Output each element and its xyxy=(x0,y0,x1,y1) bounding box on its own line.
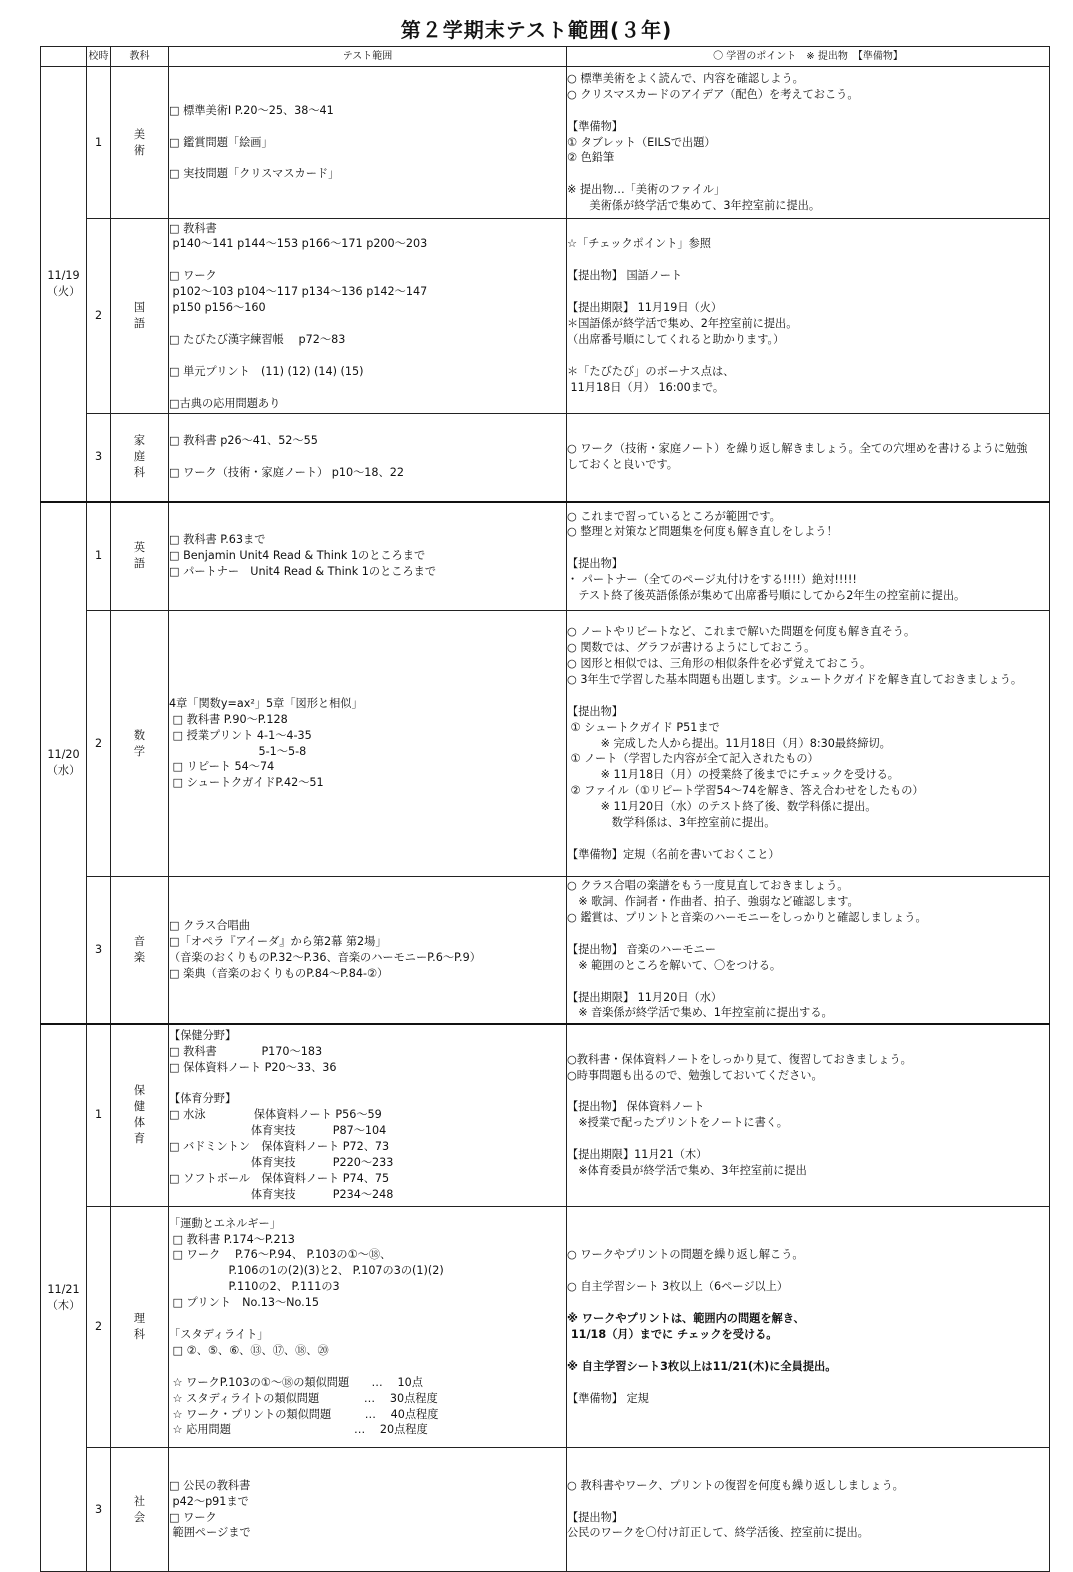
subject-char: 体 xyxy=(133,1116,146,1130)
weekday-text: （水） xyxy=(46,763,81,777)
point-line: 数学科係は、3年控室前に提出。 xyxy=(567,816,776,830)
range-line: p150 p156～160 xyxy=(169,301,266,315)
range-line: □ バドミントン 保体資料ノート P72、73 xyxy=(169,1140,390,1154)
points-cell xyxy=(567,67,1050,219)
point-line xyxy=(567,252,1049,268)
range-line: 体育実技 P234～248 xyxy=(169,1187,394,1201)
range-line xyxy=(169,1075,566,1091)
point-line: ○ ノートやリピートなど、これまで解いた問題を何度も解き直そう。 xyxy=(567,625,916,639)
range-line: □ ワーク（技術・家庭ノート） p10～18、22 xyxy=(169,466,404,480)
point-line: 【提出物】 保体資料ノート xyxy=(567,1100,705,1114)
range-line: □ 楽典（音楽のおくりものP.84～P.84-②） xyxy=(169,966,389,980)
range-cell xyxy=(169,611,567,877)
range-line xyxy=(169,150,566,166)
points-cell xyxy=(567,1448,1050,1572)
point-line: 【準備物】 xyxy=(567,119,623,133)
header-date xyxy=(41,47,87,67)
subject-char: 家 xyxy=(133,434,146,448)
header-period: 校時 xyxy=(87,47,111,67)
table-row xyxy=(41,1024,1050,1207)
range-line: □「オペラ『アイーダ』から第2幕 第2場」 xyxy=(169,934,387,948)
point-line: ○教科書・保体資料ノートをしっかり見て、復習しておきましょう。 xyxy=(567,1052,912,1066)
subject-char: 語 xyxy=(133,317,146,330)
subject-cell xyxy=(111,611,169,877)
point-line: ○ 自主学習シート 3枚以上（6ページ以上） xyxy=(567,1280,789,1294)
weekday-text: （火） xyxy=(46,284,81,298)
date-cell xyxy=(41,67,87,502)
page-title: 第２学期末テスト範囲(３年) xyxy=(400,18,673,42)
date-text: 11/21 xyxy=(47,1282,80,1296)
range-line: □ ソフトボール 保体資料ノート P74、75 xyxy=(169,1171,390,1185)
subject-char: 理 xyxy=(133,1312,146,1326)
range-line: ☆ 応用問題 … 20点程度 xyxy=(169,1423,428,1437)
range-line: P.110の2、 P.111の3 xyxy=(169,1280,340,1294)
header-subject: 教科 xyxy=(111,47,169,67)
subject-char: 楽 xyxy=(133,950,146,964)
point-line: 公民のワークを〇付け訂正して、終学活後、控室前に提出。 xyxy=(567,1526,869,1540)
point-line: 【提出物】 国語ノート xyxy=(567,269,683,283)
table-row xyxy=(41,1448,1050,1572)
range-line xyxy=(169,348,566,364)
point-line: 【提出物】 xyxy=(567,704,623,718)
range-line: □ 公民の教科書 xyxy=(169,1478,251,1492)
point-line: ※ ワークやプリントは、範囲内の問題を解き、 xyxy=(567,1312,805,1326)
point-line: しておくと良いです。 xyxy=(567,458,678,472)
subject-char: 育 xyxy=(133,1132,146,1146)
range-line: □ Benjamin Unit4 Read & Think 1のところまで xyxy=(169,549,426,563)
period-cell: 3 xyxy=(87,414,111,502)
range-line: □ 標準美術Ⅰ P.20～25、38～41 xyxy=(169,103,334,117)
point-line: ○ 整理と対策など問題集を何度も解き直しをしよう！ xyxy=(567,525,838,539)
point-line xyxy=(567,831,1049,847)
period-cell: 2 xyxy=(87,611,111,877)
subject-char: 美 xyxy=(133,127,146,141)
range-line: □ 教科書 xyxy=(169,221,217,235)
range-line: 体育実技 P220～233 xyxy=(169,1156,394,1170)
range-line: □ シュートクガイドP.42～51 xyxy=(169,776,324,790)
range-line: □ たびたび漢字練習帳 p72～83 xyxy=(169,332,346,346)
range-line: □ 教科書 P.63まで xyxy=(169,533,266,547)
point-line: ※ 歌詞、作詞者・作曲者、拍子、強弱など確認します。 xyxy=(567,895,859,909)
range-line: □ 教科書 p26～41、52～55 xyxy=(169,434,318,448)
point-line: 【準備物】 定規 xyxy=(567,1391,649,1405)
points-cell xyxy=(567,502,1050,611)
point-line: ① シュートクガイド P51まで xyxy=(567,720,720,734)
point-line: ○時事問題も出るので、勉強しておいてください。 xyxy=(567,1068,823,1082)
subject-char: 英 xyxy=(133,541,146,555)
range-line xyxy=(169,449,566,465)
point-line: ○ 鑑賞は、プリントと音楽のハーモニーをしっかりと確認しましょう。 xyxy=(567,910,927,924)
range-line: □ パートナー Unit4 Read & Think 1のところまで xyxy=(169,565,437,579)
point-line xyxy=(567,1263,1049,1279)
range-line: □ リピート 54～74 xyxy=(169,760,275,774)
point-line: ○ 教科書やワーク、プリントの復習を何度も繰り返ししましょう。 xyxy=(567,1478,904,1492)
point-line: ○ 標準美術をよく読んで、内容を確認しよう。 xyxy=(567,71,804,85)
range-line xyxy=(169,1311,566,1327)
point-line xyxy=(567,1083,1049,1099)
header-row xyxy=(41,47,1050,67)
point-line: ○ ワーク（技術・家庭ノート）を繰り返し解きましょう。全ての穴埋めを書けるように勉強 xyxy=(567,442,1028,456)
point-line: ○ 関数では、グラフが書けるようにしておこう。 xyxy=(567,641,816,655)
point-line xyxy=(567,1375,1049,1391)
range-line: □ 教科書 P.90～P.128 xyxy=(169,712,288,726)
range-line: ☆ スタディライトの類似問題 … 30点程度 xyxy=(169,1391,438,1405)
point-line xyxy=(567,1295,1049,1311)
point-line xyxy=(567,926,1049,942)
subject-cell xyxy=(111,219,169,414)
range-cell xyxy=(169,219,567,414)
point-line: ＊「たびたび」のボーナス点は、 xyxy=(567,364,735,378)
point-line: ○ クラス合唱の楽譜をもう一度見直しておきましょう。 xyxy=(567,879,849,893)
subject-cell xyxy=(111,67,169,219)
range-line: □ ワーク P.76～P.94、 P.103の①～⑱、 xyxy=(169,1248,392,1262)
period-cell: 2 xyxy=(87,1207,111,1448)
date-text: 11/20 xyxy=(47,747,80,761)
range-line xyxy=(169,252,566,268)
table-row xyxy=(41,877,1050,1024)
table-row xyxy=(41,1207,1050,1448)
point-line: （出席番号順にしてくれると助かります。） xyxy=(567,332,785,346)
range-line xyxy=(169,182,566,198)
range-cell xyxy=(169,1207,567,1448)
range-line: □ 水泳 保体資料ノート P56～59 xyxy=(169,1108,382,1122)
subject-char: 数 xyxy=(133,728,146,742)
range-cell xyxy=(169,877,567,1024)
header-range: テスト範囲 xyxy=(169,47,567,67)
point-line xyxy=(567,974,1049,990)
period-cell: 2 xyxy=(87,219,111,414)
point-line xyxy=(567,348,1049,364)
point-line: ※ 音楽係が終学活で集め、1年控室前に提出する。 xyxy=(567,1006,833,1020)
range-cell xyxy=(169,1448,567,1572)
period-cell: 3 xyxy=(87,1448,111,1572)
period-cell: 1 xyxy=(87,67,111,219)
date-cell xyxy=(41,1024,87,1572)
point-line xyxy=(567,1494,1049,1510)
table-row xyxy=(41,611,1050,877)
points-cell xyxy=(567,1207,1050,1448)
subject-char: 健 xyxy=(133,1100,146,1114)
range-line: □ ワーク xyxy=(169,1510,217,1524)
point-line: ・ パートナー（全てのページ丸付けをする!!!!）絶対!!!!! xyxy=(567,573,857,587)
subject-char: 音 xyxy=(133,934,146,948)
date-text: 11/19 xyxy=(47,268,80,282)
range-line: 【保健分野】 xyxy=(169,1028,237,1042)
range-line: □ 授業プリント 4-1～4-35 xyxy=(169,728,312,742)
subject-char: 語 xyxy=(133,557,146,571)
range-line: 範囲ページまで xyxy=(169,1526,251,1540)
subject-char: 術 xyxy=(133,143,146,157)
point-line: ※授業で配ったプリントをノートに書く。 xyxy=(567,1116,788,1130)
point-line: 【提出期限】 11月20日（水） xyxy=(567,990,723,1004)
table-row xyxy=(41,67,1050,219)
point-line xyxy=(567,540,1049,556)
point-line: 【提出期限】 11月19日（火） xyxy=(567,301,723,315)
point-line: ○ ワークやプリントの問題を繰り返し解こう。 xyxy=(567,1248,804,1262)
points-cell xyxy=(567,611,1050,877)
subject-char: 科 xyxy=(133,1328,146,1341)
point-line: ② ファイル（①リピート学習54～74を解き、答え合わせをしたもの） xyxy=(567,784,924,798)
header-points: 〇 学習のポイント ※ 提出物 【準備物】 xyxy=(567,47,1050,67)
subject-char: 科 xyxy=(133,466,146,480)
points-cell xyxy=(567,1024,1050,1207)
period-cell: 1 xyxy=(87,1024,111,1207)
subject-cell xyxy=(111,877,169,1024)
point-line: ※ 11月20日（水）のテスト終了後、数学科係に提出。 xyxy=(567,800,877,814)
range-line xyxy=(169,380,566,396)
test-range-table xyxy=(40,46,1050,1572)
point-line: ※ 提出物…「美術のファイル」 xyxy=(567,183,726,197)
point-line: 【提出物】 xyxy=(567,1510,623,1524)
point-line: 【提出物】 xyxy=(567,557,623,571)
range-line: □ 教科書 P170～183 xyxy=(169,1044,323,1058)
subject-char: 国 xyxy=(133,301,146,315)
points-cell xyxy=(567,414,1050,502)
range-line: □ ②、⑤、⑥、⑬、⑰、⑱、⑳ xyxy=(169,1343,329,1357)
range-line: □ 単元プリント (11) (12) (14) (15) xyxy=(169,364,364,378)
point-line xyxy=(567,1131,1049,1147)
point-line: 【準備物】定規（名前を書いておくこと） xyxy=(567,847,780,861)
range-cell xyxy=(169,1024,567,1207)
point-line: ② 色鉛筆 xyxy=(567,151,615,165)
point-line: ※ 範囲のところを解いて、〇をつける。 xyxy=(567,958,782,972)
range-line xyxy=(169,119,566,135)
point-line: ※ 11月18日（月）の授業終了後までにチェックを受ける。 xyxy=(567,768,899,782)
range-line: ☆ ワークP.103の①～⑱の類似問題 … 10点 xyxy=(169,1375,423,1389)
subject-char: 保 xyxy=(133,1084,146,1098)
range-cell xyxy=(169,502,567,611)
point-line xyxy=(567,284,1049,300)
point-line: ○ 図形と相似では、三角形の相似条件を必ず覚えておこう。 xyxy=(567,657,872,671)
range-line: □ 教科書 P.174～P.213 xyxy=(169,1232,295,1246)
range-line: 5-1～5-8 xyxy=(169,744,307,758)
range-line: ☆ ワーク・プリントの類似問題 … 40点程度 xyxy=(169,1407,439,1421)
point-line: 【提出期限】11月21（木） xyxy=(567,1148,708,1162)
point-line: ＊国語係が終学活で集め、2年控室前に提出。 xyxy=(567,317,798,330)
point-line: ※ 自主学習シート3枚以上は11/21(木)に全員提出。 xyxy=(567,1359,837,1373)
range-line xyxy=(169,87,566,103)
point-line: ○ これまで習っているところが範囲です。 xyxy=(567,509,781,523)
date-cell xyxy=(41,502,87,1024)
range-line: 体育実技 P87～104 xyxy=(169,1124,387,1138)
subject-cell xyxy=(111,1448,169,1572)
range-cell xyxy=(169,67,567,219)
range-line: p42～p91まで xyxy=(169,1494,249,1508)
period-cell: 1 xyxy=(87,502,111,611)
range-line: 【体育分野】 xyxy=(169,1092,237,1106)
range-cell xyxy=(169,414,567,502)
point-line: ① タブレット（EILSで出題） xyxy=(567,135,716,149)
subject-cell xyxy=(111,502,169,611)
range-line: 「運動とエネルギー」 xyxy=(169,1216,281,1230)
point-line: 11/18（月）までに チェックを受ける。 xyxy=(567,1328,778,1341)
weekday-text: （木） xyxy=(46,1298,81,1312)
range-line: □ 保体資料ノート P20～33、36 xyxy=(169,1060,337,1074)
subject-char: 社 xyxy=(133,1494,146,1508)
range-line: □古典の応用問題あり xyxy=(169,396,281,410)
point-line: 【提出物】 音楽のハーモニー xyxy=(567,942,716,956)
range-line: p140～141 p144～153 p166～171 p200～203 xyxy=(169,237,428,251)
range-line: □ 実技問題「クリスマスカード」 xyxy=(169,167,340,181)
points-cell xyxy=(567,877,1050,1024)
range-line: 4章「関数y=ax²」5章「図形と相似」 xyxy=(169,696,363,710)
subject-char: 庭 xyxy=(133,450,146,464)
table-row xyxy=(41,414,1050,502)
table-row xyxy=(41,502,1050,611)
point-line: ○ クリスマスカードのアイデア（配色）を考えておこう。 xyxy=(567,87,859,101)
points-cell xyxy=(567,219,1050,414)
range-line xyxy=(169,316,566,332)
range-line: p102～103 p104～117 p134～136 p142～147 xyxy=(169,285,428,299)
subject-char: 会 xyxy=(133,1510,146,1524)
point-line: ① ノート（学習した内容が全て記入されたもの） xyxy=(567,752,819,766)
point-line xyxy=(567,166,1049,182)
table-row xyxy=(41,219,1050,414)
range-line: （音楽のおくりものP.32～P.36、音楽のハーモニーP.6～P.9） xyxy=(169,950,481,964)
range-line xyxy=(169,1359,566,1375)
range-line: □ 鑑賞問題「絵画」 xyxy=(169,135,273,149)
range-line: □ クラス合唱曲 xyxy=(169,918,250,932)
point-line xyxy=(567,103,1049,119)
point-line: ※ 完成した人から提出。11月18日（月）8:30最終締切。 xyxy=(567,736,891,750)
range-line: 「スタディライト」 xyxy=(169,1328,269,1341)
subject-cell xyxy=(111,414,169,502)
subject-char: 学 xyxy=(133,744,146,758)
point-line: ☆「チェックポイント」参照 xyxy=(567,237,711,251)
point-line: 美術係が終学活で集めて、3年控室前に提出。 xyxy=(567,199,821,213)
point-line: ※体育委員が終学活で集め、3年控室前に提出 xyxy=(567,1163,807,1177)
point-line: 11月18日（月） 16:00まで。 xyxy=(567,380,725,394)
point-line xyxy=(567,1343,1049,1359)
point-line: ○ 3年生で学習した基本問題も出題します。シュートクガイドを解き直しておきましょう。 xyxy=(567,672,1023,686)
point-line xyxy=(567,688,1049,704)
range-line: □ プリント No.13～No.15 xyxy=(169,1296,319,1310)
range-line: P.106の1の(2)(3)と2、 P.107の3の(1)(2) xyxy=(169,1264,444,1278)
range-line: □ ワーク xyxy=(169,269,217,283)
point-line: テスト終了後英語係係が集めて出席番号順にしてから2年生の控室前に提出。 xyxy=(567,589,966,603)
subject-cell xyxy=(111,1024,169,1207)
period-cell: 3 xyxy=(87,877,111,1024)
subject-cell xyxy=(111,1207,169,1448)
